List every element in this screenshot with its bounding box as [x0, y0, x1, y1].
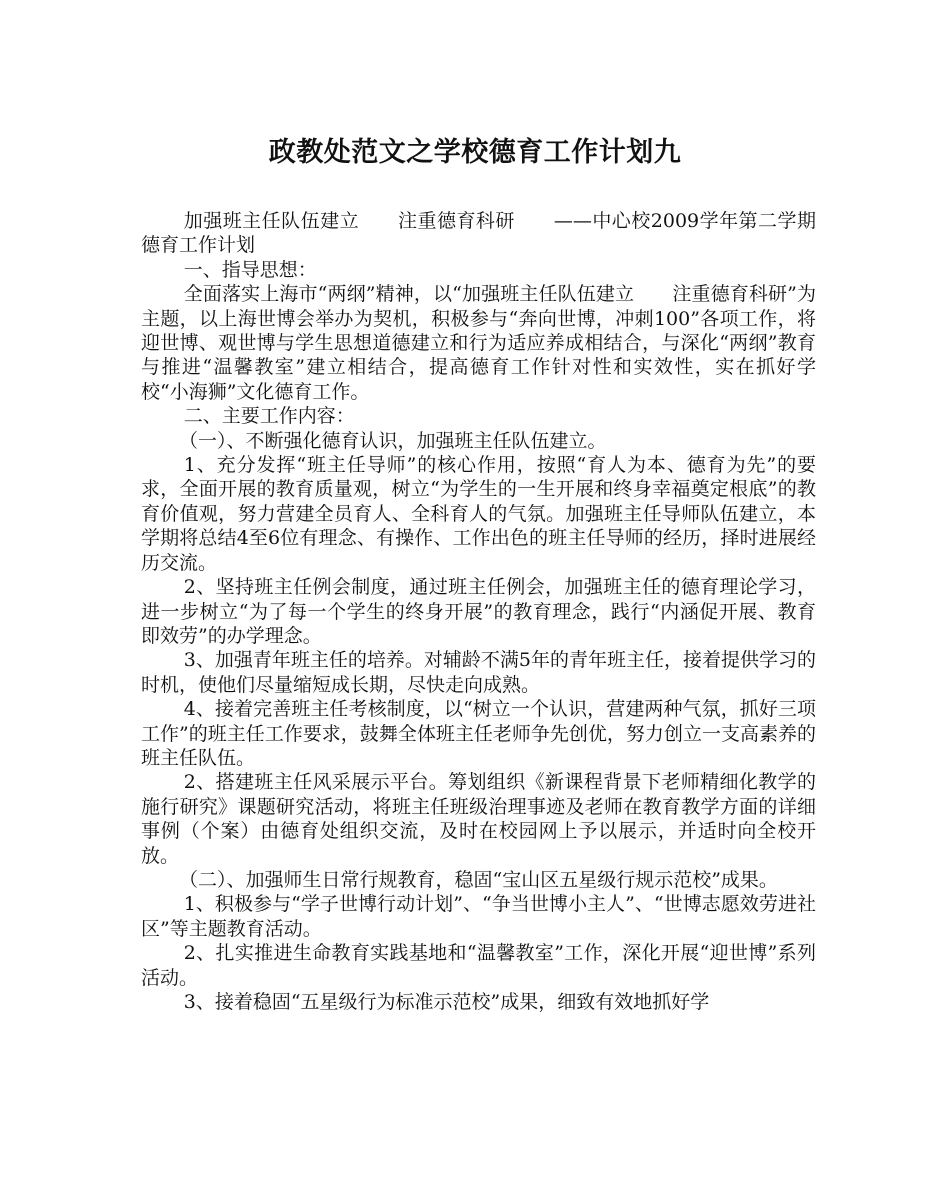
document-body: [141, 209, 816, 1014]
item-paragraph-1-1: 1、充分发挥“班主任导师”的核心作用，按照“育人为本、德育为先”的要求，全面开展的教育质量观，树立“为学生的一生开展和终身幸福奠定根底”的教育价值观，努力营建全员育人、全科育人的气氛。加强班主任导师队伍建立，本学期将总结4至6位有理念、有操作、工作出色的班主任导师的经历，择时进展经历交流。: [141, 454, 816, 574]
section-heading-guiding-thought: 一、指导思想：: [183, 258, 317, 281]
guiding-thought-paragraph: 全面落实上海市“两纲”精神，以“加强班主任队伍建立 注重德育科研”为主题，以上海世博会举办为契机，积极参与“奔向世博，冲刺100”各项工作，将迎世博、观世博与学生思想道德建立和行为适应养成相结合，与深化“两纲”教育与推进“温馨教室”建立相结合，提高德育工作针对性和实效性，实在抓好学校“小海狮”文化德育工作。: [141, 283, 816, 403]
subsection-heading-2: （二）、加强师生日常行规教育，稳固“宝山区五星级行规示范校”成果。: [179, 868, 778, 891]
subtitle-paragraph: 加强班主任队伍建立 注重德育科研 ——中心校2009学年第二学期德育工作计划: [141, 210, 816, 257]
item-paragraph-2-3: 3、接着稳固“五星级行为标准示范校”成果，细致有效地抓好学: [183, 991, 710, 1013]
item-paragraph-1-3: 3、加强青年班主任的培养。对辅龄不满5年的青年班主任，接着提供学习的时机，使他们尽量缩短成长期，尽快走向成熟。: [141, 649, 816, 696]
document-title: 政教处范文之学校德育工作计划九: [268, 137, 682, 168]
item-paragraph-1-2: 2、坚持班主任例会制度，通过班主任例会，加强班主任的德育理论学习，进一步树立“为了每一个学生的终身开展”的教育理念，践行“内涵促开展、教育即效劳”的办学理念。: [141, 576, 816, 647]
item-paragraph-2-1: 1、积极参与“学子世博行动计划”、“争当世博小主人”、“世博志愿效劳进社区”等主题教育活动。: [141, 893, 816, 940]
item-paragraph-1-5: 2、搭建班主任风采展示平台。筹划组织《新课程背景下老师精细化教学的施行研究》课题研究活动，将班主任班级治理事迹及老师在教育教学方面的详细事例（个案）由德育处组织交流，及时在校园网上予以展示，并适时向全校开放。: [141, 771, 816, 867]
item-paragraph-1-4: 4、接着完善班主任考核制度，以“树立一个认识，营建两种气氛，抓好三项工作”的班主任工作要求，鼓舞全体班主任老师争先创优，努力创立一支高素养的班主任队伍。: [141, 698, 816, 769]
section-heading-main-work: 二、主要工作内容：: [183, 405, 355, 428]
item-paragraph-2-2: 2、扎实推进生命教育实践基地和“温馨教室”工作，深化开展“迎世博”系列活动。: [141, 942, 816, 989]
subsection-heading-1: （一）、不断强化德育认识，加强班主任队伍建立。: [179, 429, 607, 452]
